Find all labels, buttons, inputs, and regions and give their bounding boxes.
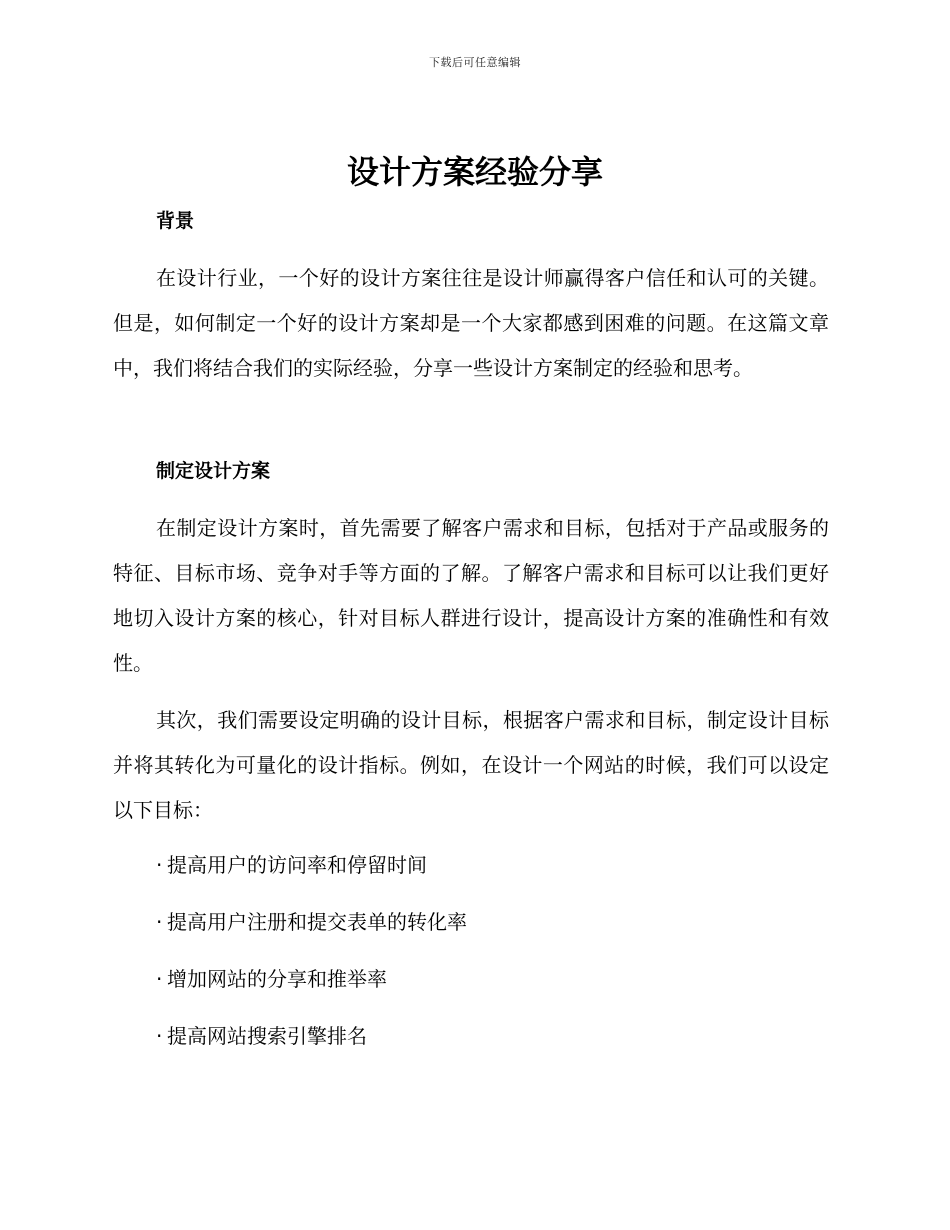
goal-list	[156, 851, 467, 1079]
section-heading-make-plan: 制定设计方案	[156, 460, 271, 482]
list-item-text: 提高用户的访问率和停留时间	[167, 853, 427, 877]
paragraph-design-goals: 其次，我们需要设定明确的设计目标，根据客户需求和目标，制定设计目标并将其转化为可量化的设计指标。例如，在设计一个网站的时候，我们可以设定以下目标：	[113, 708, 829, 822]
list-item	[156, 965, 467, 993]
document-title: 设计方案经验分享	[346, 153, 603, 191]
list-item	[156, 908, 467, 936]
list-item-text: 提高用户注册和提交表单的转化率	[167, 910, 467, 934]
list-item	[156, 851, 467, 879]
section-heading-background: 背景	[156, 210, 195, 232]
bullet-icon: ·	[156, 910, 163, 934]
bullet-icon: ·	[156, 967, 163, 991]
bullet-icon: ·	[156, 1024, 163, 1048]
list-item	[156, 1022, 467, 1050]
header-note: 下载后可任意编辑	[429, 56, 521, 69]
bullet-icon: ·	[156, 853, 163, 877]
paragraph-background: 在设计行业，一个好的设计方案往往是设计师赢得客户信任和认可的关键。但是，如何制定一个好的设计方案却是一个大家都感到困难的问题。在这篇文章中，我们将结合我们的实际经验，分享一些设计方案制定的经验和思考。	[113, 266, 829, 380]
list-item-text: 提高网站搜索引擎排名	[167, 1024, 367, 1048]
paragraph-client-needs: 在制定设计方案时，首先需要了解客户需求和目标，包括对于产品或服务的特征、目标市场、竞争对手等方面的了解。了解客户需求和目标可以让我们更好地切入设计方案的核心，针对目标人群进行设计，提高设计方案的准确性和有效性。	[113, 516, 829, 675]
list-item-text: 增加网站的分享和推举率	[167, 967, 387, 991]
